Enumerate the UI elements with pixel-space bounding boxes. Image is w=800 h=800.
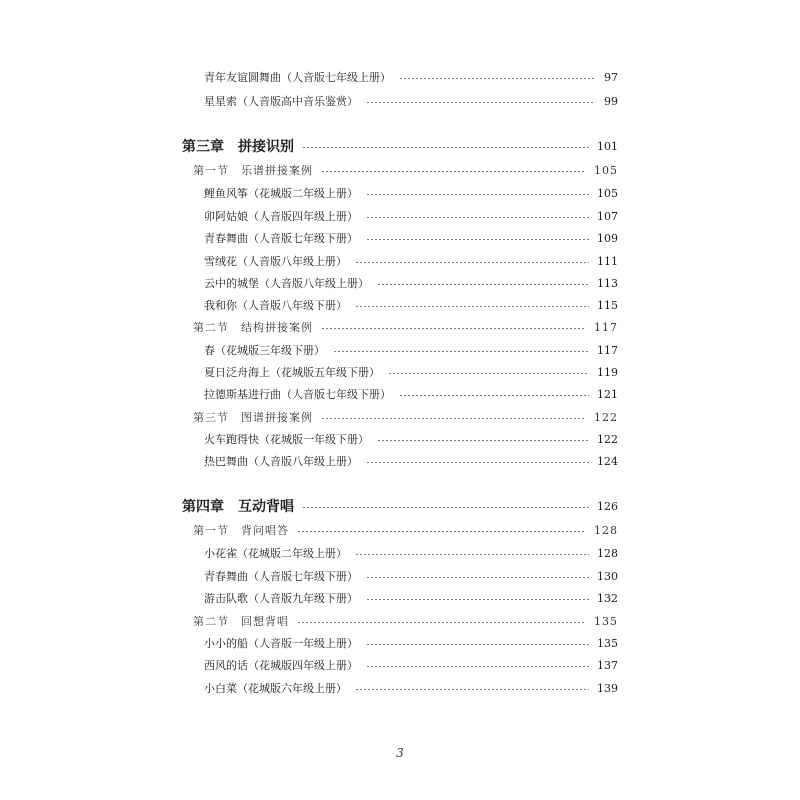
toc-page-number: 130 <box>597 569 618 583</box>
dot-leader <box>366 239 589 240</box>
dot-leader <box>366 599 589 600</box>
dot-leader <box>399 395 589 396</box>
toc-entry <box>0 588 800 608</box>
toc-entry-title: 青年友谊圆舞曲（人音版七年级上册） <box>204 71 391 84</box>
dot-leader <box>366 217 589 218</box>
dot-leader <box>297 622 586 623</box>
toc-page-number: 101 <box>597 139 618 153</box>
toc-page-number: 109 <box>597 231 618 245</box>
toc-page-number: 97 <box>604 70 618 84</box>
toc-chapter <box>0 496 800 516</box>
toc-entry <box>0 340 800 360</box>
toc-entry-title: 青春舞曲（人音版七年级下册） <box>204 570 358 583</box>
toc-page-number: 105 <box>594 163 618 177</box>
toc-entry-title: 夏日泛舟海上（花城版五年级下册） <box>204 366 380 379</box>
toc-entry-title: 春（花城版三年级下册） <box>204 344 325 357</box>
toc-section-title: 第二节 回想背唱 <box>193 615 289 628</box>
toc-entry <box>0 273 800 293</box>
dot-leader <box>297 531 586 532</box>
toc-entry <box>0 429 800 449</box>
toc-page-number: 132 <box>597 591 618 605</box>
dot-leader <box>366 462 589 463</box>
dot-leader <box>333 351 589 352</box>
toc-page-number: 111 <box>597 254 618 268</box>
toc-page-number: 117 <box>597 343 618 357</box>
toc-entry <box>0 206 800 226</box>
toc-entry <box>0 543 800 563</box>
toc-page-number: 124 <box>597 454 618 468</box>
toc-entry-title: 小白菜（花城版六年级上册） <box>204 682 347 695</box>
toc-entry <box>0 655 800 675</box>
toc-entry-title: 云中的城堡（人音版八年级上册） <box>204 277 369 290</box>
toc-entry <box>0 362 800 382</box>
toc-entry <box>0 295 800 315</box>
toc-page-number: 128 <box>594 523 618 537</box>
toc-entry-title: 西风的话（花城版四年级上册） <box>204 659 358 672</box>
toc-section <box>0 160 800 180</box>
toc-section <box>0 407 800 427</box>
toc-entry-title: 鲤鱼风筝（花城版二年级上册） <box>204 187 358 200</box>
toc-page-number: 105 <box>597 186 618 200</box>
dot-leader <box>355 262 589 263</box>
toc-page-number: 139 <box>597 681 618 695</box>
toc-chapter <box>0 136 800 156</box>
dot-leader <box>355 689 589 690</box>
toc-entry <box>0 566 800 586</box>
toc-entry <box>0 183 800 203</box>
toc-entry-title: 热巴舞曲（人音版八年级上册） <box>204 455 358 468</box>
dot-leader <box>366 666 589 667</box>
toc-page-number: 107 <box>597 209 618 223</box>
toc-page-number: 115 <box>597 298 618 312</box>
toc-section-title: 第二节 结构拼接案例 <box>193 321 313 334</box>
dot-leader <box>388 373 589 374</box>
toc-entry-title: 火车跑得快（花城版一年级下册） <box>204 433 369 446</box>
dot-leader <box>321 328 586 329</box>
toc-page-number: 121 <box>597 387 618 401</box>
page-number: 3 <box>396 746 404 760</box>
toc-chapter-title: 第三章 拼接识别 <box>182 139 294 155</box>
toc-section <box>0 520 800 540</box>
toc-page-number: 119 <box>597 365 618 379</box>
toc-entry-title: 小花雀（花城版二年级上册） <box>204 547 347 560</box>
toc-section <box>0 611 800 631</box>
toc-entry <box>0 91 800 111</box>
toc-page-number: 135 <box>597 636 618 650</box>
toc-page-number: 117 <box>594 320 618 334</box>
toc-page-number: 135 <box>594 614 618 628</box>
toc-entry-title: 拉德斯基进行曲（人音版七年级下册） <box>204 388 391 401</box>
toc-entry-title: 小小的船（人音版一年级上册） <box>204 637 358 650</box>
toc-page-number: 113 <box>597 276 618 290</box>
toc-page-number: 126 <box>597 499 618 513</box>
toc-page-number: 128 <box>597 546 618 560</box>
toc-entry-title: 青春舞曲（人音版七年级下册） <box>204 232 358 245</box>
toc-section-title: 第一节 乐谱拼接案例 <box>193 164 313 177</box>
toc-section-title: 第一节 背问唱答 <box>193 524 289 537</box>
toc-entry <box>0 633 800 653</box>
toc-section-title: 第三节 图谱拼接案例 <box>193 411 313 424</box>
dot-leader <box>399 78 594 79</box>
toc-entry <box>0 678 800 698</box>
toc-page-number: 99 <box>604 94 618 108</box>
dot-leader <box>302 507 589 508</box>
dot-leader <box>366 577 589 578</box>
toc-entry <box>0 67 800 87</box>
dot-leader <box>366 194 589 195</box>
toc-entry-title: 我和你（人音版八年级下册） <box>204 299 347 312</box>
toc-entry <box>0 384 800 404</box>
toc-chapter-title: 第四章 互动背唱 <box>182 499 294 515</box>
dot-leader <box>366 644 589 645</box>
toc-entry <box>0 251 800 271</box>
toc-page-number: 137 <box>597 658 618 672</box>
dot-leader <box>377 440 589 441</box>
dot-leader <box>377 284 589 285</box>
dot-leader <box>366 102 594 103</box>
toc-page-number: 122 <box>597 432 618 446</box>
toc-entry-title: 游击队歌（人音版九年级下册） <box>204 592 358 605</box>
dot-leader <box>321 418 586 419</box>
toc-page-number: 122 <box>594 410 618 424</box>
toc-entry-title: 雪绒花（人音版八年级上册） <box>204 255 347 268</box>
dot-leader <box>321 171 586 172</box>
dot-leader <box>302 147 589 148</box>
toc-section <box>0 317 800 337</box>
toc-entry <box>0 451 800 471</box>
dot-leader <box>355 306 589 307</box>
toc-entry-title: 卯阿姑娘（人音版四年级上册） <box>204 210 358 223</box>
toc-entry-title: 星星索（人音版高中音乐鉴赏） <box>204 95 358 108</box>
dot-leader <box>355 554 589 555</box>
toc-entry <box>0 228 800 248</box>
